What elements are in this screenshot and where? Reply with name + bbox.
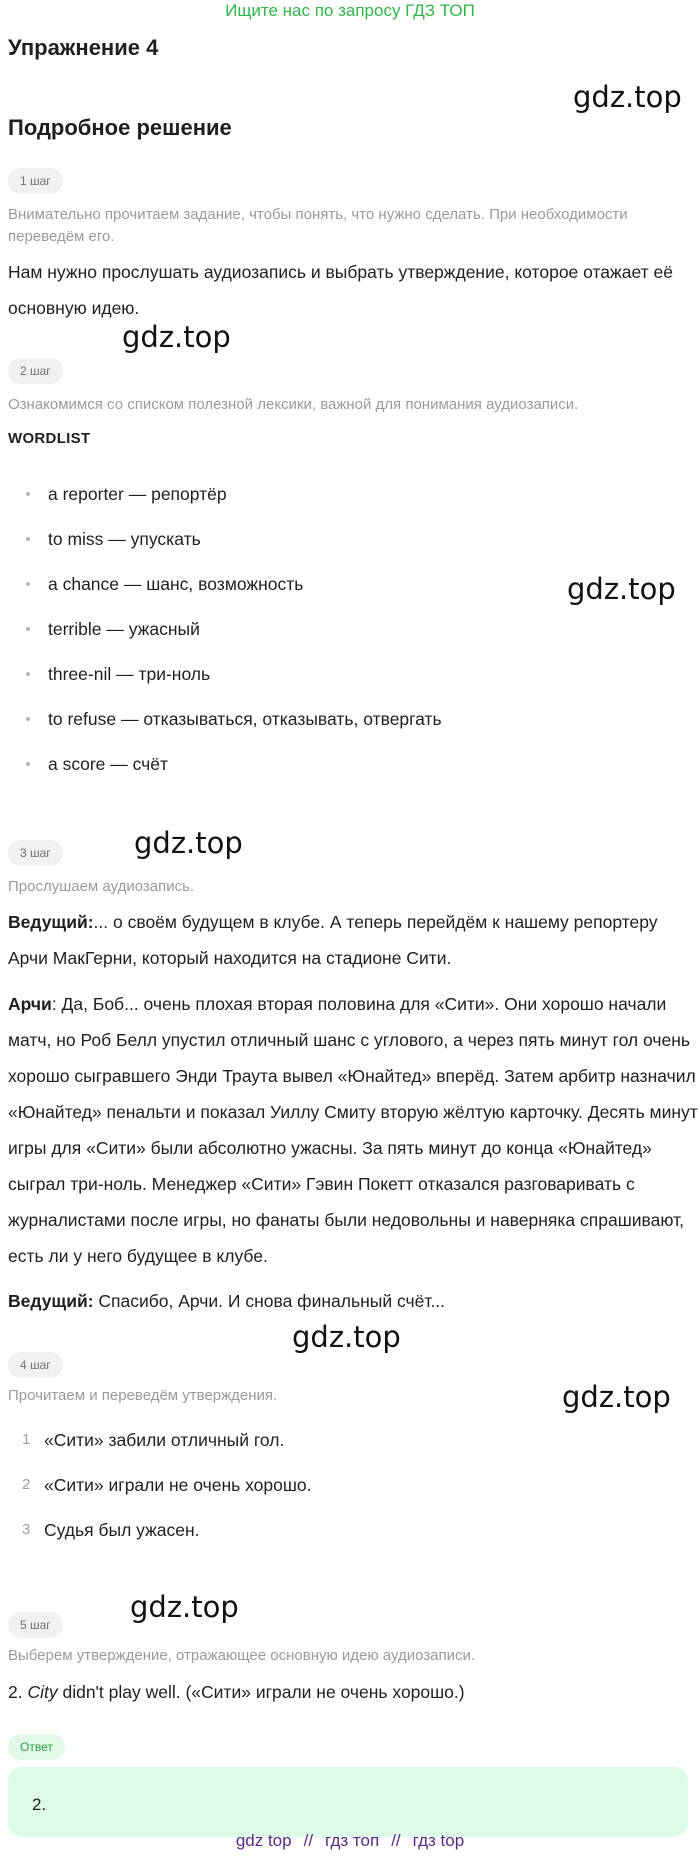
bullet-icon (26, 672, 30, 676)
wordlist-entry: to miss — упускать (48, 529, 201, 549)
list-item (0, 746, 700, 791)
watermark: gdz.top (562, 1380, 671, 1414)
footer-link[interactable]: гдз top (412, 1831, 465, 1850)
answer-badge: Ответ (8, 1734, 65, 1760)
bullet-icon (26, 627, 30, 631)
footer-separator: // (391, 1831, 401, 1850)
list-item (0, 1512, 700, 1557)
footer-separator: // (303, 1831, 314, 1850)
conclusion-italic: City (27, 1682, 58, 1702)
list-item (0, 656, 700, 701)
watermark: gdz.top (567, 572, 676, 606)
wordlist-entry: a reporter — репортёр (48, 484, 227, 504)
step-badge: 5 шаг (8, 1612, 63, 1638)
step-badge: 2 шаг (8, 358, 63, 384)
transcript-line (8, 904, 698, 976)
list-item (0, 566, 700, 611)
statement-number: 2 (22, 1476, 31, 1493)
list-item (0, 701, 700, 746)
speaker-label: Ведущий: (8, 912, 94, 932)
watermark: gdz.top (122, 320, 231, 354)
speech-text: : Да, Боб... очень плохая вторая половина для «Сити». Они хорошо начали матч, но Роб Белл упустил отличный шанс с углового, а через пять минут гол очень хорошо сыгравшего Энди Траута вывел «Юнайтед» вперёд. Затем арбитр назначил «Юнайтед» пенальти и показал Уиллу Смиту вторую жёлтую карточку. Десять минут игры для «Сити» были абсолютно ужасны. За пять минут до конца «Юнайтед» сыграл три-ноль. Менеджер «Сити» Гэвин Покетт отказался разговаривать с журналистами после игры, но фанаты были недовольны и наверняка спрашивают, есть ли у него будущее в клубе. (8, 994, 698, 1266)
step-badge: 3 шаг (8, 840, 63, 866)
conclusion-rest: didn't play well. («Сити» играли не очень хорошо.) (57, 1682, 465, 1702)
step-hint: Выберем утверждение, отражающее основную идею аудиозаписи. (8, 1647, 476, 1664)
transcript-line (8, 1283, 698, 1319)
watermark: gdz.top (573, 80, 682, 114)
wordlist-entry: to refuse — отказываться, отказывать, отвергать (48, 709, 442, 729)
footer-link[interactable]: gdz top (235, 1831, 292, 1850)
list-item (0, 1422, 700, 1467)
statement-text: «Сити» играли не очень хорошо. (44, 1475, 312, 1495)
list-item (0, 476, 700, 521)
bullet-icon (26, 492, 30, 496)
wordlist-entry: a score — счёт (48, 754, 169, 774)
step-hint: Внимательно прочитаем задание, чтобы понять, что нужно сделать. При необходимости переведём его. (8, 206, 628, 245)
conclusion-prefix: 2. (8, 1682, 28, 1702)
statement-text: «Сити» забили отличный гол. (44, 1430, 285, 1450)
wordlist-entry: terrible — ужасный (48, 619, 200, 639)
statement-number: 1 (22, 1431, 31, 1448)
watermark: gdz.top (292, 1320, 401, 1354)
answer-box (8, 1767, 688, 1837)
speaker-label: Ведущий: (8, 1291, 94, 1311)
wordlist-entry: a chance — шанс, возможность (48, 574, 304, 594)
statement-number: 3 (22, 1521, 31, 1538)
top-banner[interactable]: Ищите нас по запросу ГДЗ ТОП (225, 1, 475, 20)
answer-value: 2. (32, 1795, 47, 1814)
wordlist (0, 476, 700, 791)
watermark: gdz.top (130, 1590, 239, 1624)
list-item (0, 521, 700, 566)
step-badge: 1 шаг (8, 168, 63, 194)
speaker-label: Арчи (8, 994, 52, 1014)
step-badge: 4 шаг (8, 1352, 63, 1378)
list-item (0, 611, 700, 656)
bullet-icon (26, 582, 30, 586)
bullet-icon (26, 537, 30, 541)
step-hint: Ознакомимся со списком полезной лексики, важной для понимания аудиозаписи. (8, 396, 579, 413)
solution-subtitle: Подробное решение (8, 115, 232, 140)
watermark: gdz.top (134, 826, 243, 860)
speech-text: ... о своём будущем в клубе. А теперь перейдём к нашему репортеру Арчи МакГерни, который находится на стадионе Сити. (8, 912, 658, 968)
transcript-line (8, 986, 698, 1274)
conclusion-text (8, 1674, 698, 1710)
statement-list (0, 1422, 700, 1557)
step-hint: Прочитаем и переведём утверждения. (8, 1387, 278, 1404)
wordlist-entry: three-nil — три-ноль (48, 664, 211, 684)
list-item (0, 1467, 700, 1512)
statement-text: Судья был ужасен. (44, 1520, 200, 1540)
page-title: Упражнение 4 (8, 35, 159, 60)
bullet-icon (26, 717, 30, 721)
footer-links (0, 1830, 700, 1852)
step-hint: Прослушаем аудиозапись. (8, 878, 195, 895)
speech-text: Спасибо, Арчи. И снова финальный счёт... (93, 1291, 446, 1311)
wordlist-heading: WORDLIST (8, 430, 91, 447)
step-text: Нам нужно прослушать аудиозапись и выбрать утверждение, которое отажает её основную идею. (8, 262, 673, 318)
bullet-icon (26, 762, 30, 766)
footer-link[interactable]: гдз топ (325, 1831, 380, 1850)
